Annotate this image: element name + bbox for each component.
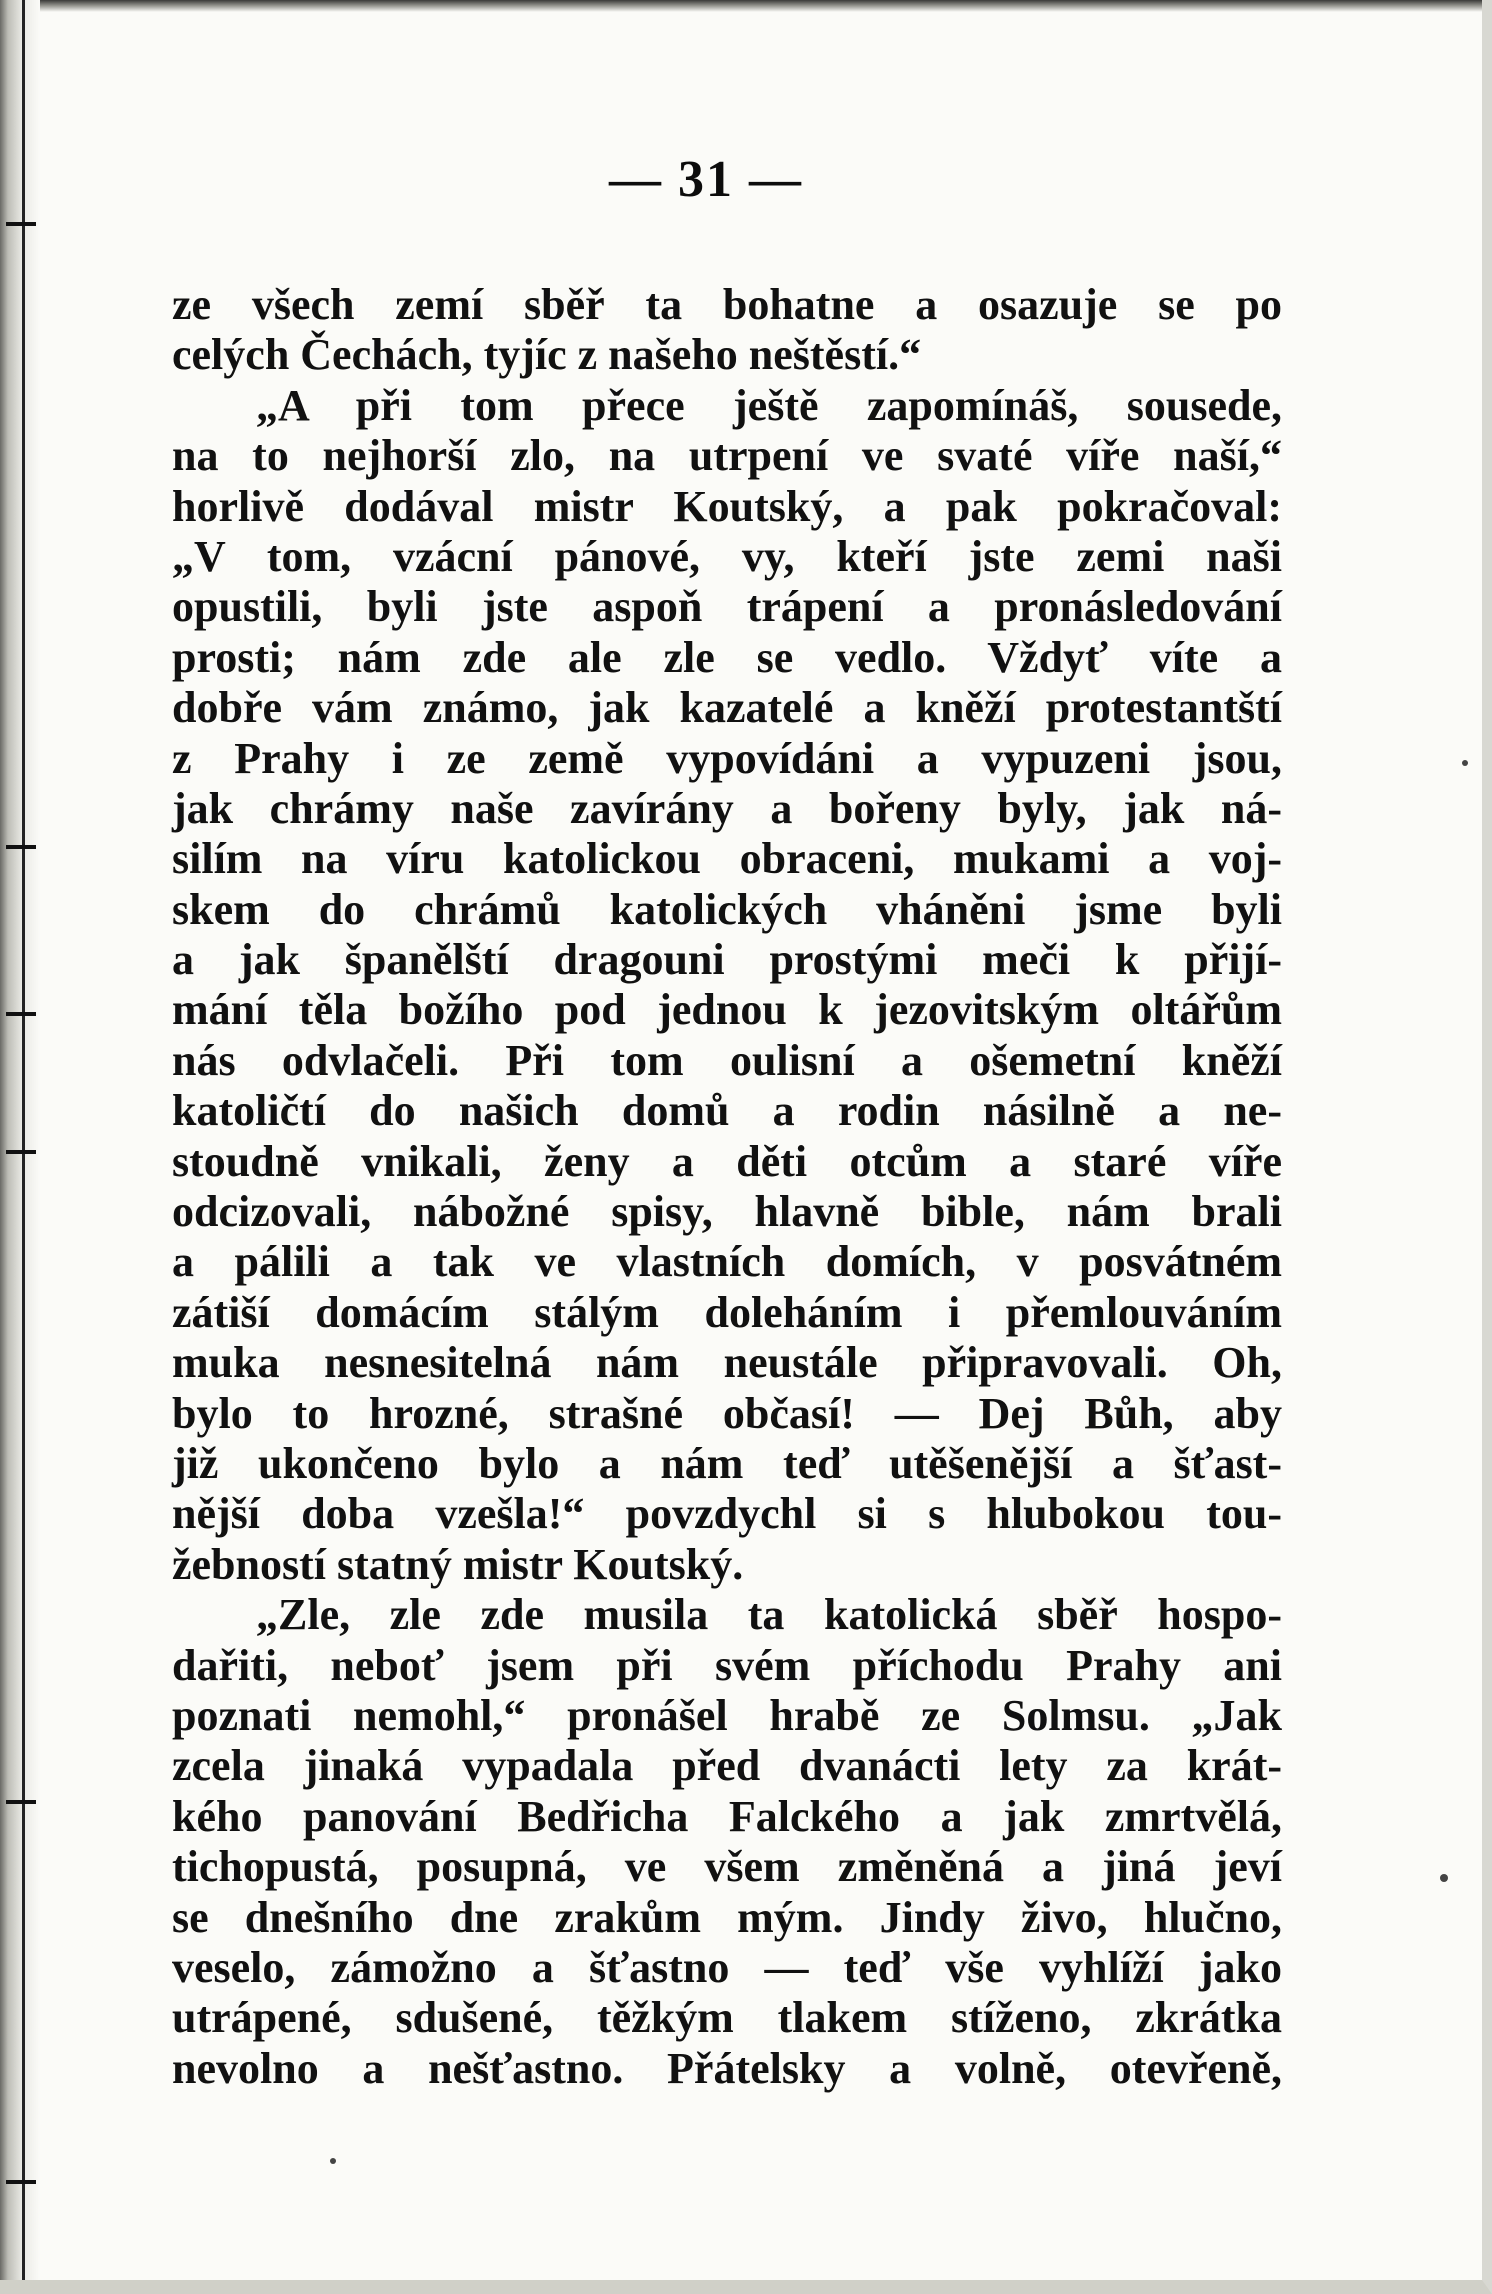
text-line: celých Čechách, tyjíc z našeho neštěstí.“ bbox=[172, 330, 922, 380]
text-line: muka nesnesitelná nám neustále připravovali. Oh, bbox=[172, 1338, 1282, 1388]
text-line: dařiti, neboť jsem při svém příchodu Prahy ani bbox=[172, 1640, 1282, 1690]
text-line: veselo, zámožno a šťastno — teď vše vyhlíží jako bbox=[172, 1942, 1282, 1992]
paper-speck bbox=[1440, 1874, 1448, 1882]
binding-line bbox=[22, 0, 25, 2280]
text-line: horlivě dodával mistr Koutský, a pak pokračoval: bbox=[172, 481, 1282, 531]
text-line: a jak španělští dragouni prostými meči k přijí- bbox=[172, 935, 1282, 985]
text-line: a pálili a tak ve vlastních domích, v posvátném bbox=[172, 1237, 1282, 1287]
text-line: utrápené, sdušené, těžkým tlakem stíženo, zkrátka bbox=[172, 1993, 1282, 2043]
text-line: zcela jinaká vypadala před dvanácti lety za krát- bbox=[172, 1741, 1282, 1791]
text-line: stoudně vnikali, ženy a děti otcům a staré víře bbox=[172, 1136, 1282, 1186]
page-top-edge bbox=[0, 0, 1482, 12]
paper-speck bbox=[1462, 760, 1468, 766]
binding-mark bbox=[6, 1012, 36, 1016]
text-line: bylo to hrozné, strašné občasí! — Dej Bůh, aby bbox=[172, 1388, 1282, 1438]
text-line: „A při tom přece ještě zapomínáš, sousede, bbox=[256, 380, 1282, 430]
text-line: mání těla božího pod jednou k jezovitským oltářům bbox=[172, 985, 1282, 1035]
text-line: „V tom, vzácní pánové, vy, kteří jste zemi naši bbox=[172, 531, 1282, 581]
text-line: nější doba vzešla!“ povzdychl si s hlubokou tou- bbox=[172, 1489, 1282, 1539]
paper-speck bbox=[330, 2158, 336, 2164]
binding-mark bbox=[6, 845, 36, 849]
binding-mark bbox=[6, 2180, 36, 2184]
text-line: tichopustá, posupná, ve všem změněná a jiná jeví bbox=[172, 1842, 1282, 1892]
text-line: odcizovali, nábožné spisy, hlavně bible, nám brali bbox=[172, 1187, 1282, 1237]
text-line: na to nejhorší zlo, na utrpení ve svaté víře naší,“ bbox=[172, 431, 1282, 481]
body-text bbox=[172, 280, 1282, 2094]
text-line: již ukončeno bylo a nám teď utěšenější a šťast- bbox=[172, 1438, 1282, 1488]
text-line: opustili, byli jste aspoň trápení a pronásledování bbox=[172, 582, 1282, 632]
text-line: katoličtí do našich domů a rodin násilně a ne- bbox=[172, 1086, 1282, 1136]
text-line: kého panování Bedřicha Falckého a jak zmrtvělá, bbox=[172, 1791, 1282, 1841]
text-line: skem do chrámů katolických vháněni jsme byli bbox=[172, 884, 1282, 934]
text-line: jak chrámy naše zavírány a bořeny byly, jak ná- bbox=[172, 783, 1282, 833]
text-line: silím na víru katolickou obraceni, mukami a voj- bbox=[172, 834, 1282, 884]
text-line: poznati nemohl,“ pronášel hrabě ze Solmsu. „Jak bbox=[172, 1690, 1282, 1740]
binding-mark bbox=[6, 222, 36, 226]
text-line: se dnešního dne zrakům mým. Jindy živo, hlučno, bbox=[172, 1892, 1282, 1942]
text-line: z Prahy i ze země vypovídáni a vypuzeni jsou, bbox=[172, 733, 1282, 783]
text-line: nás odvlačeli. Při tom oulisní a ošemetní kněží bbox=[172, 1035, 1282, 1085]
binding-mark bbox=[6, 1150, 36, 1154]
binding-mark bbox=[6, 1800, 36, 1804]
text-line: zátiší domácím stálým doleháním i přemlouváním bbox=[172, 1287, 1282, 1337]
text-line: prosti; nám zde ale zle se vedlo. Vždyť víte a bbox=[172, 632, 1282, 682]
text-line: ze všech zemí sběř ta bohatne a osazuje se po bbox=[172, 280, 1282, 329]
text-line: dobře vám známo, jak kazatelé a kněží protestantští bbox=[172, 683, 1282, 733]
text-line: nevolno a nešťastno. Přátelsky a volně, otevřeně, bbox=[172, 2043, 1282, 2093]
text-line: „Zle, zle zde musila ta katolická sběř hospo- bbox=[256, 1590, 1282, 1640]
text-line: žebností statný mistr Koutský. bbox=[172, 1539, 744, 1589]
binding-edge bbox=[0, 0, 40, 2280]
page-number: — 31 — bbox=[609, 151, 803, 208]
